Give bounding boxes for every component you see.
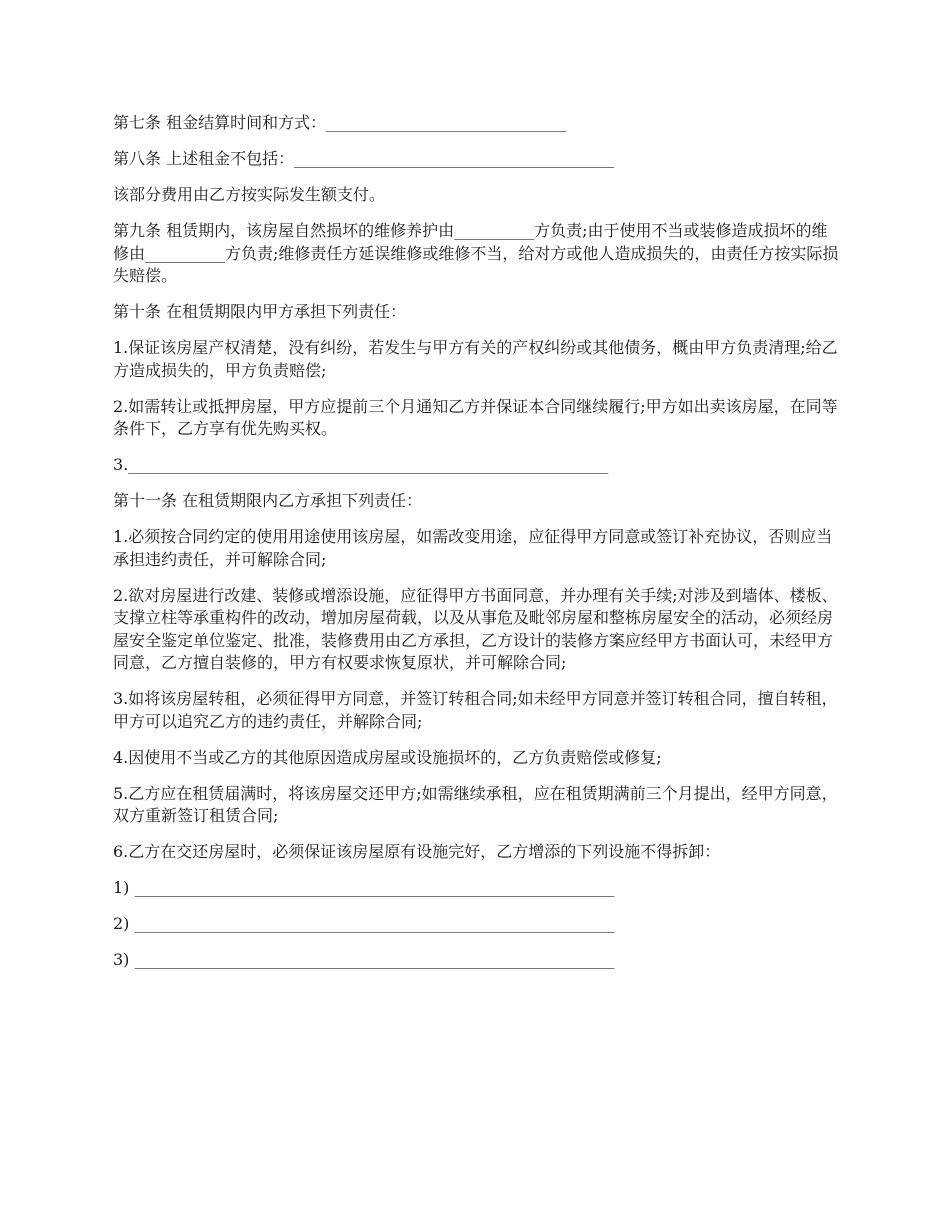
facility-blank-3: 3) ____________________________________________________________ [113, 950, 615, 969]
clause-11-item-6: 6.乙方在交还房屋时，必须保证该房屋原有设施完好，乙方增添的下列设施不得拆卸： [113, 842, 721, 861]
clause-7-rent-settlement: 第七条 租金结算时间和方式：______________________________ [113, 113, 567, 132]
clause-10-item-2: 2.如需转让或抵押房屋，甲方应提前三个月通知乙方并保证本合同继续履行;甲方如出卖该房屋，在同等条件下，乙方享有优先购买权。 [113, 396, 838, 438]
clause-10-item-3-blank: 3.____________________________________________________________ [113, 455, 609, 474]
clause-10-item-1: 1.保证该房屋产权清楚，没有纠纷，若发生与甲方有关的产权纠纷或其他债务，概由甲方负责清理;给乙方造成损失的，甲方负责赔偿; [113, 338, 838, 380]
clause-8-rent-exclusions: 第八条 上述租金不包括：________________________________________ [113, 149, 615, 168]
clause-11-item-4: 4.因使用不当或乙方的其他原因造成房屋或设施损坏的，乙方负责赔偿或修复; [113, 747, 662, 767]
facility-blank-2: 2) ____________________________________________________________ [113, 914, 615, 933]
clause-11-heading: 第十一条 在租赁期限内乙方承担下列责任： [113, 491, 423, 510]
clause-11-item-2: 2.欲对房屋进行改建、装修或增添设施，应征得甲方书面同意，并办理有关手续;对涉及到墙体、楼板、支撑立柱等承重构件的改动，增加房屋荷载，以及从事危及毗邻房屋和整栋房屋安全的活动，必须经房屋安全鉴定单位鉴定、批准，装修费用由乙方承担，乙方设计的装修方案应经甲方书面认可，未经甲方同意，乙方擅自装修的，甲方有权要求恢复原状，并可解除合同; [113, 585, 838, 672]
clause-11-item-1: 1.必须按合同约定的使用用途使用该房屋，如需改变用途，应征得甲方同意或签订补充协议，否则应当承担违约责任，并可解除合同; [113, 527, 833, 569]
clause-11-item-5: 5.乙方应在租赁届满时，将该房屋交还甲方;如需继续承租，应在租赁期满前三个月提出，经甲方同意，双方重新签订租赁合同; [113, 783, 838, 825]
clause-11-item-3: 3.如将该房屋转租，必须征得甲方同意，并签订转租合同;如未经甲方同意并签订转租合同，擅自转租，甲方可以追究乙方的违约责任，并解除合同; [113, 689, 838, 731]
document-body [113, 112, 843, 985]
clause-10-heading: 第十条 在租赁期限内甲方承担下列责任： [113, 302, 407, 321]
clause-9-maintenance: 第九条 租赁期内，该房屋自然损坏的维修养护由__________方负责;由于使用不当或装修造成损坏的维修由__________方负责;维修责任方延误维修或维修不当，给对方或他人造成损失的，由责任方按实际损失赔偿。 [113, 221, 839, 285]
clause-8-payment-note: 该部分费用由乙方按实际发生额支付。 [113, 185, 386, 204]
facility-blank-1: 1) ____________________________________________________________ [113, 878, 615, 897]
